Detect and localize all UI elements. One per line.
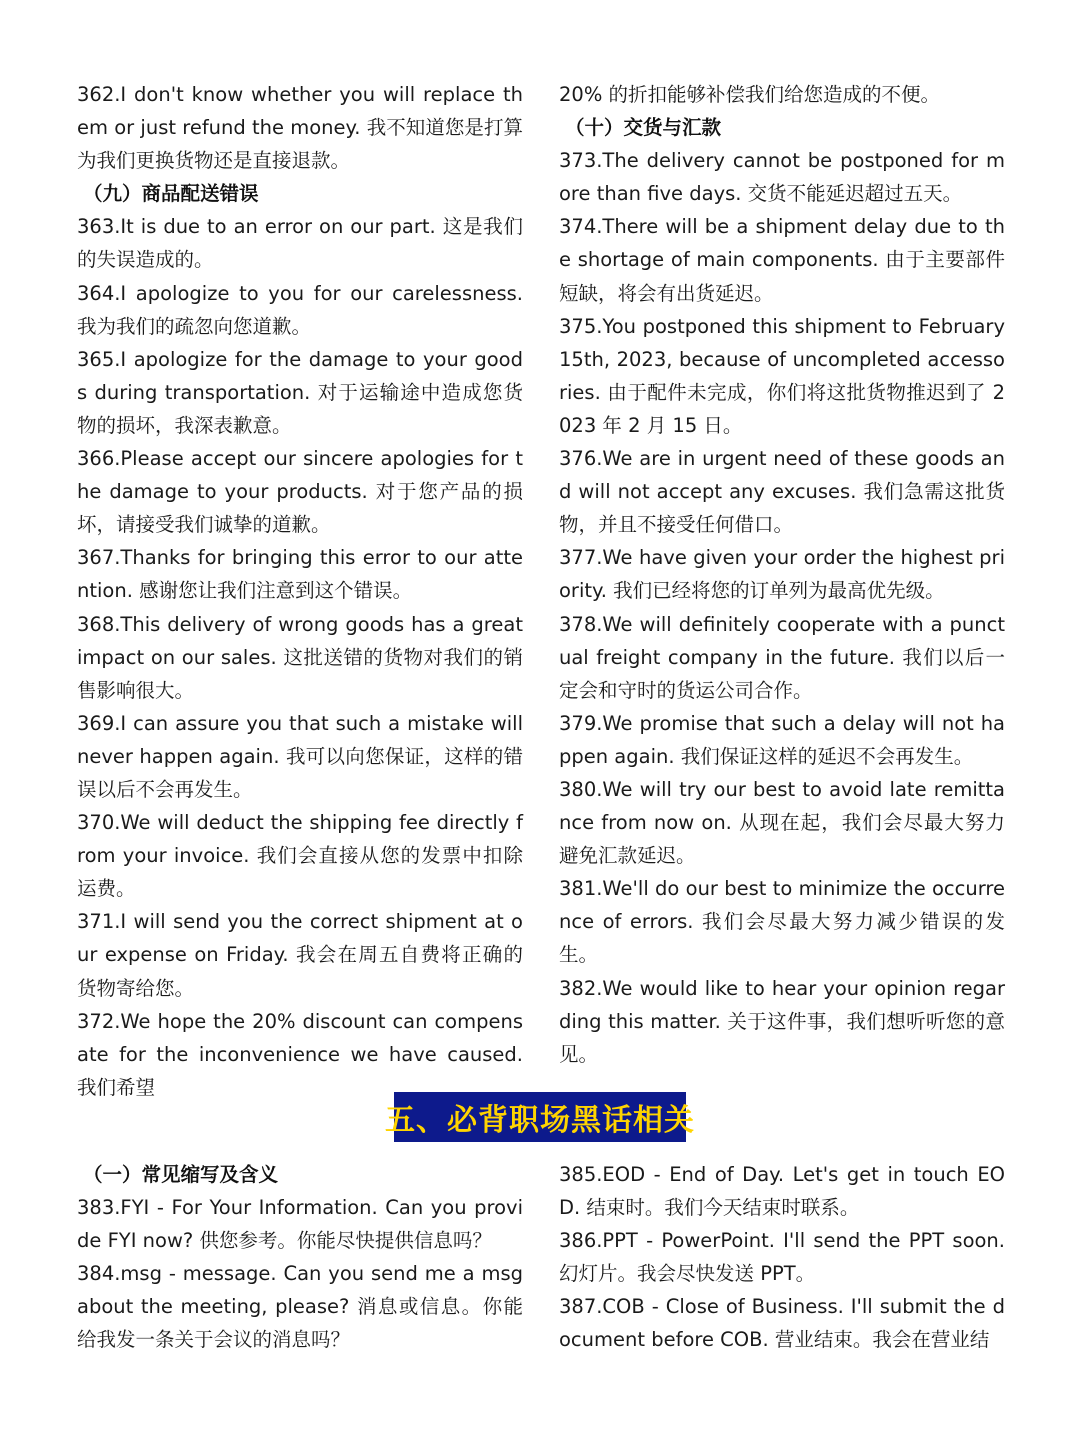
phrase-363: 363.It is due to an error on our part. 这是我们的失误造成的。 xyxy=(77,215,523,272)
phrase-384: 384.msg - message. Can you send me a msg about the meeting, please? 消息或信息。你能给我发一条关于会议的消息吗？ xyxy=(77,1262,523,1352)
left-column-bottom xyxy=(77,1158,523,1357)
phrase-372: 372.We hope the 20% discount can compensate for the inconvenience we have caused. 我们希望 xyxy=(77,1009,523,1099)
right-column-bottom xyxy=(559,1158,1005,1357)
right-column-top xyxy=(559,78,1005,1071)
phrase-365: 365.I apologize for the damage to your goods during transportation. 对于运输途中造成您货物的损坏，我深表歉意。 xyxy=(77,347,523,437)
phrase-367: 367.Thanks for bringing this error to our attention. 感谢您让我们注意到这个错误。 xyxy=(77,546,523,603)
phrase-369: 369.I can assure you that such a mistake will never happen again. 我可以向您保证，这样的错误以后不会再发生。 xyxy=(77,711,523,801)
subsection-heading-abbreviations: （一）常见缩写及含义 xyxy=(83,1163,279,1186)
phrase-383: 383.FYI - For Your Information. Can you provide FYI now? 供您参考。你能尽快提供信息吗？ xyxy=(77,1196,523,1253)
phrase-376: 376.We are in urgent need of these goods and will not accept any excuses. 我们急需这批货物，并且不接受任何借口。 xyxy=(559,447,1005,537)
phrase-378: 378.We will definitely cooperate with a punctual freight company in the future. 我们以后一定会和守时的货运公司合作。 xyxy=(559,612,1005,702)
phrase-366: 366.Please accept our sincere apologies for the damage to your products. 对于您产品的损坏，请接受我们诚挚的道歉。 xyxy=(77,447,523,537)
phrase-380: 380.We will try our best to avoid late remittance from now on. 从现在起，我们会尽最大努力避免汇款延迟。 xyxy=(559,777,1005,868)
subsection-heading-10: （十）交货与汇款 xyxy=(565,116,722,140)
phrase-379: 379.We promise that such a delay will not happen again. 我们保证这样的延迟不会再发生。 xyxy=(559,711,1005,768)
phrase-373: 373.The delivery cannot be postponed for more than five days. 交货不能延迟超过五天。 xyxy=(559,149,1005,206)
phrase-386: 386.PPT - PowerPoint. I'll send the PPT soon. 幻灯片。我会尽快发送 PPT。 xyxy=(559,1229,1005,1286)
phrase-375: 375.You postponed this shipment to February 15th, 2023, because of uncompleted accessories. 由于配件未完成，你们将这批货物推迟到了 2023 年 2 月 15 日。 xyxy=(559,314,1005,437)
left-column-top xyxy=(77,78,523,1104)
section-title-banner xyxy=(385,1092,695,1142)
phrase-371: 371.I will send you the correct shipment at our expense on Friday. 我会在周五自费将正确的货物寄给您。 xyxy=(77,910,523,1000)
phrase-370: 370.We will deduct the shipping fee directly from your invoice. 我们会直接从您的发票中扣除运费。 xyxy=(77,811,523,901)
phrase-381: 381.We'll do our best to minimize the occurrence of errors. 我们会尽最大努力减少错误的发生。 xyxy=(559,877,1005,967)
phrase-377: 377.We have given your order the highest priority. 我们已经将您的订单列为最高优先级。 xyxy=(559,546,1005,603)
section-title-text: 五、必背职场黑话相关 xyxy=(385,1103,695,1138)
phrase-374: 374.There will be a shipment delay due to the shortage of main components. 由于主要部件短缺，将会有出货延迟。 xyxy=(559,215,1005,305)
phrase-362: 362.I don't know whether you will replace them or just refund the money. 我不知道您是打算为我们更换货物还是直接退款。 xyxy=(77,83,523,173)
subsection-heading-9: （九）商品配送错误 xyxy=(83,182,259,206)
phrase-387: 387.COB - Close of Business. I'll submit the document before COB. 营业结束。我会在营业结 xyxy=(559,1295,1005,1352)
phrase-368: 368.This delivery of wrong goods has a great impact on our sales. 这批送错的货物对我们的销售影响很大。 xyxy=(77,612,523,702)
phrase-385: 385.EOD - End of Day. Let's get in touch EOD. 结束时。我们今天结束时联系。 xyxy=(559,1163,1005,1220)
phrase-372-continued: 20% 的折扣能够补偿我们给您造成的不便。 xyxy=(559,83,941,106)
phrase-364: 364.I apologize to you for our carelessness. 我为我们的疏忽向您道歉。 xyxy=(77,281,523,338)
phrase-382: 382.We would like to hear your opinion regarding this matter. 关于这件事，我们想听听您的意见。 xyxy=(559,976,1005,1066)
